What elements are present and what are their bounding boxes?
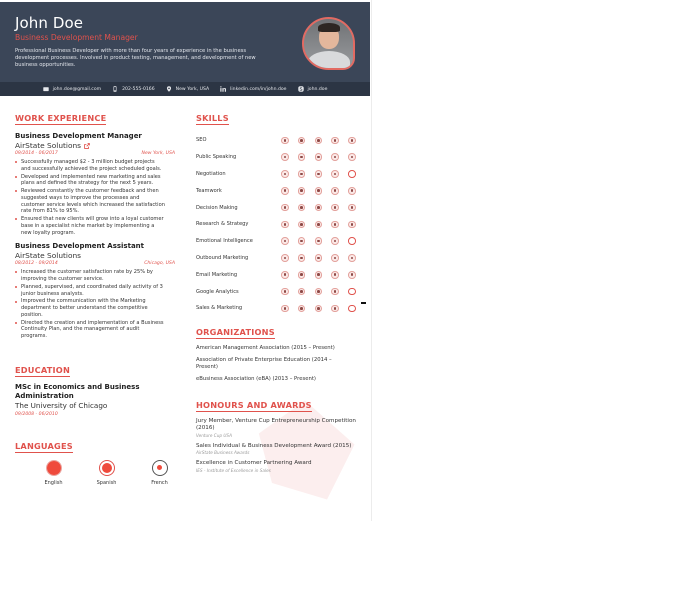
rating-dot-filled-icon bbox=[281, 271, 289, 279]
skill-rating bbox=[281, 271, 356, 279]
skill-row bbox=[196, 300, 361, 317]
map-pin-icon bbox=[166, 86, 172, 92]
skill-row bbox=[196, 250, 361, 267]
skill-name: SEO bbox=[196, 137, 207, 144]
rating-dot-filled-icon bbox=[331, 288, 339, 296]
summary-text: Professional Business Developer with more than four years of experience in the business development processes. Involved in product testing, management, and development of new business opportunities. bbox=[15, 48, 256, 69]
award-organization: IES - Institute of Excellence in Sales bbox=[196, 468, 271, 474]
skill-rating bbox=[281, 254, 356, 262]
rating-dot-filled-icon bbox=[298, 204, 306, 212]
proficiency-circle-icon bbox=[99, 460, 115, 476]
rating-dot-empty-icon bbox=[348, 237, 356, 245]
rating-dot-filled-icon bbox=[281, 221, 289, 229]
rating-dot-filled-icon bbox=[298, 137, 306, 145]
rating-dot-filled-icon bbox=[331, 204, 339, 212]
contact-bar bbox=[0, 82, 370, 96]
rating-dot-filled-icon bbox=[315, 237, 323, 245]
rating-dot-filled-icon bbox=[348, 137, 356, 145]
rating-dot-filled-icon bbox=[298, 271, 306, 279]
candidate-name: John Doe bbox=[15, 14, 84, 32]
rating-dot-filled-icon bbox=[331, 237, 339, 245]
contact-email[interactable] bbox=[43, 86, 102, 92]
contact-location-text: New York, USA bbox=[175, 86, 210, 92]
rating-dot-filled-icon bbox=[298, 305, 306, 313]
job-bullets bbox=[15, 159, 165, 236]
contact-skype[interactable] bbox=[298, 86, 328, 92]
skill-row bbox=[196, 283, 361, 300]
photo-hair bbox=[318, 23, 340, 32]
rating-dot-filled-icon bbox=[331, 305, 339, 313]
rating-dot-filled-icon bbox=[315, 271, 323, 279]
education-dates: 09/2008 - 06/2010 bbox=[15, 411, 58, 417]
skill-rating bbox=[281, 288, 356, 296]
rating-dot-filled-icon bbox=[315, 170, 323, 178]
rating-dot-filled-icon bbox=[315, 187, 323, 195]
work-experience-heading: WORK EXPERIENCE bbox=[15, 113, 107, 123]
rating-dot-filled-icon bbox=[331, 254, 339, 262]
job-bullet: Improved the communication with the Marketing department to better understand the competitive position. bbox=[15, 298, 165, 318]
organizations-list bbox=[196, 345, 361, 384]
skills-heading: SKILLS bbox=[196, 113, 229, 123]
job-entry bbox=[15, 132, 187, 236]
rating-dot-filled-icon bbox=[348, 271, 356, 279]
right-column bbox=[196, 106, 361, 478]
school-name: The University of Chicago bbox=[15, 400, 108, 410]
skill-name: Emotional Intelligence bbox=[196, 238, 253, 245]
rating-dot-filled-icon bbox=[298, 254, 306, 262]
photo-shoulders bbox=[308, 51, 350, 70]
job-bullet: Developed and implemented new marketing and sales plans and defined the strategy for the next 5 years. bbox=[15, 174, 165, 187]
skill-row bbox=[196, 199, 361, 216]
contact-phone-text: 202-555-0166 bbox=[122, 86, 155, 92]
rating-dot-filled-icon bbox=[348, 153, 356, 161]
job-meta bbox=[15, 151, 175, 156]
profile-photo bbox=[302, 17, 355, 70]
contact-email-text: john.doe@gmail.com bbox=[52, 86, 102, 92]
company-name bbox=[15, 141, 187, 150]
company-name bbox=[15, 251, 187, 260]
job-location: New York, USA bbox=[141, 151, 175, 156]
skill-rating bbox=[281, 170, 356, 178]
award-name: Jury Member, Venture Cup Entrepreneurship Competition (2016) bbox=[196, 417, 356, 431]
skill-row bbox=[196, 166, 361, 183]
resume-page bbox=[0, 0, 372, 521]
job-bullet: Planned, supervised, and coordinated daily activity of 3 junior business analysts. bbox=[15, 284, 165, 297]
skill-rating bbox=[281, 187, 356, 195]
job-title: Business Development Assistant bbox=[15, 242, 144, 251]
skill-rating bbox=[281, 153, 356, 161]
skill-row bbox=[196, 266, 361, 283]
award-organization: Venture Cup USA bbox=[196, 432, 232, 438]
mobile-phone-icon bbox=[112, 86, 118, 92]
job-dates: 08/2012 - 09/2014 bbox=[15, 261, 58, 267]
job-location: Chicago, USA bbox=[144, 261, 175, 267]
linkedin-icon bbox=[220, 86, 226, 92]
skill-row bbox=[196, 182, 361, 199]
company-name-text: AirState Solutions bbox=[15, 141, 82, 150]
rating-dot-filled-icon bbox=[348, 204, 356, 212]
language-name: Spanish bbox=[96, 479, 117, 486]
rating-dot-empty-icon bbox=[348, 305, 356, 313]
proficiency-circle-icon bbox=[46, 460, 62, 476]
resume-header bbox=[0, 2, 370, 82]
education-section bbox=[15, 358, 187, 417]
contact-location bbox=[166, 86, 209, 92]
rating-dot-filled-icon bbox=[281, 254, 289, 262]
awards-heading: HONOURS AND AWARDS bbox=[196, 399, 312, 410]
skill-rating bbox=[281, 137, 356, 145]
rating-dot-empty-icon bbox=[348, 170, 356, 178]
skill-row bbox=[196, 132, 361, 149]
skill-name: Negotiation bbox=[196, 170, 226, 177]
organizations-section bbox=[196, 320, 361, 384]
language-name: English bbox=[44, 479, 63, 486]
language-spanish bbox=[80, 460, 133, 486]
rating-dot-filled-icon bbox=[281, 237, 289, 245]
rating-dot-filled-icon bbox=[281, 204, 289, 212]
language-english bbox=[27, 460, 80, 486]
skill-name: Decision Making bbox=[196, 204, 238, 211]
awards-section bbox=[196, 393, 361, 474]
organization-item: American Management Association (2015 – Present) bbox=[196, 344, 335, 351]
skype-icon bbox=[298, 86, 304, 92]
skill-name: Sales & Marketing bbox=[196, 305, 243, 312]
company-name-text: AirState Solutions bbox=[15, 251, 82, 261]
rating-dot-filled-icon bbox=[331, 187, 339, 195]
rating-dot-filled-icon bbox=[298, 237, 306, 245]
organization-item: eBusiness Association (eBA) (2013 – Present) bbox=[196, 376, 316, 383]
left-column bbox=[15, 106, 187, 486]
contact-linkedin-text: linkedin.com/in/john.doe bbox=[230, 86, 287, 92]
rating-dot-empty-icon bbox=[348, 288, 356, 296]
degree-name: MSc in Economics and Business Administration bbox=[15, 382, 140, 400]
job-bullets bbox=[15, 269, 165, 340]
rating-dot-filled-icon bbox=[281, 137, 289, 145]
skill-rating bbox=[281, 221, 356, 229]
rating-dot-filled-icon bbox=[281, 288, 289, 296]
job-title: Business Development Manager bbox=[15, 132, 142, 140]
rating-dot-filled-icon bbox=[348, 254, 356, 262]
job-bullet: Reviewed constantly the customer feedback and then suggested ways to improve the processes and customer service levels which increased the satisfaction rate from 81% to 95%. bbox=[15, 188, 165, 215]
languages-section bbox=[15, 434, 187, 486]
rating-dot-filled-icon bbox=[331, 170, 339, 178]
award-item bbox=[196, 443, 356, 456]
skill-rating bbox=[281, 305, 356, 313]
skill-row bbox=[196, 216, 361, 233]
rating-dot-filled-icon bbox=[315, 204, 323, 212]
rating-dot-filled-icon bbox=[315, 221, 323, 229]
job-bullet: Increased the customer satisfaction rate by 25% by improving the customer service. bbox=[15, 269, 165, 282]
contact-phone[interactable] bbox=[112, 86, 155, 92]
skill-name: Outbound Marketing bbox=[196, 254, 249, 261]
skill-row bbox=[196, 233, 361, 250]
rating-dot-filled-icon bbox=[331, 221, 339, 229]
rating-dot-filled-icon bbox=[281, 153, 289, 161]
rating-dot-filled-icon bbox=[331, 137, 339, 145]
organization-item: Association of Private Enterprise Education (2014 – Present) bbox=[196, 356, 332, 371]
rating-dot-filled-icon bbox=[298, 170, 306, 178]
rating-dot-filled-icon bbox=[281, 305, 289, 313]
rating-dot-filled-icon bbox=[298, 288, 306, 296]
language-french bbox=[133, 460, 186, 486]
education-heading: EDUCATION bbox=[15, 364, 70, 375]
skill-name: Google Analytics bbox=[196, 288, 239, 295]
proficiency-circle-icon bbox=[152, 460, 168, 476]
rating-dot-filled-icon bbox=[331, 271, 339, 279]
job-bullet: Directed the creation and implementation of a Business Continuity Plan, and the management of audit programs. bbox=[15, 320, 165, 340]
languages-heading: LANGUAGES bbox=[15, 440, 73, 451]
rating-dot-filled-icon bbox=[331, 153, 339, 161]
award-item bbox=[196, 460, 356, 473]
job-bullet: Ensured that new clients will grow into a loyal customer base in a specialist niche market by implementing a new loyalty program. bbox=[15, 216, 165, 236]
job-bullet: Successfully managed $2 - 3 million budget projects and successfully achieved the project scheduled goals. bbox=[15, 159, 165, 172]
contact-linkedin[interactable] bbox=[220, 86, 286, 92]
language-list bbox=[27, 460, 187, 486]
skill-rating bbox=[281, 237, 356, 245]
job-dates: 09/2014 - 06/2017 bbox=[15, 151, 58, 156]
skill-rating bbox=[281, 204, 356, 212]
award-name: Sales Individual & Business Development Award (2015) bbox=[196, 442, 352, 449]
skills-list bbox=[196, 132, 361, 317]
awards-list bbox=[196, 418, 361, 474]
award-name: Excellence in Customer Partnering Award bbox=[196, 460, 312, 467]
contact-skype-text: john.doe bbox=[307, 86, 328, 92]
skill-name: Research & Strategy bbox=[196, 221, 249, 228]
skill-name: Email Marketing bbox=[196, 271, 238, 278]
rating-dot-filled-icon bbox=[348, 221, 356, 229]
education-entry bbox=[15, 383, 187, 417]
rating-dot-filled-icon bbox=[298, 153, 306, 161]
skill-row bbox=[196, 149, 361, 166]
rating-dot-filled-icon bbox=[315, 305, 323, 313]
rating-dot-filled-icon bbox=[281, 187, 289, 195]
skill-name: Teamwork bbox=[196, 187, 222, 194]
rating-dot-filled-icon bbox=[315, 153, 323, 161]
award-organization: AirState Business Awards bbox=[196, 450, 250, 456]
language-name: French bbox=[151, 479, 168, 486]
job-meta bbox=[15, 261, 175, 266]
rating-dot-filled-icon bbox=[315, 288, 323, 296]
candidate-title: Business Development Manager bbox=[15, 33, 138, 42]
envelope-icon bbox=[43, 86, 49, 92]
skill-name: Public Speaking bbox=[196, 154, 237, 161]
scroll-indicator[interactable] bbox=[361, 302, 366, 304]
job-entry bbox=[15, 242, 187, 340]
rating-dot-filled-icon bbox=[281, 170, 289, 178]
rating-dot-filled-icon bbox=[315, 137, 323, 145]
rating-dot-filled-icon bbox=[298, 221, 306, 229]
award-item bbox=[196, 418, 356, 438]
organizations-heading: ORGANIZATIONS bbox=[196, 326, 275, 337]
external-link-icon[interactable] bbox=[84, 143, 90, 149]
rating-dot-filled-icon bbox=[315, 254, 323, 262]
rating-dot-filled-icon bbox=[348, 187, 356, 195]
rating-dot-filled-icon bbox=[298, 187, 306, 195]
